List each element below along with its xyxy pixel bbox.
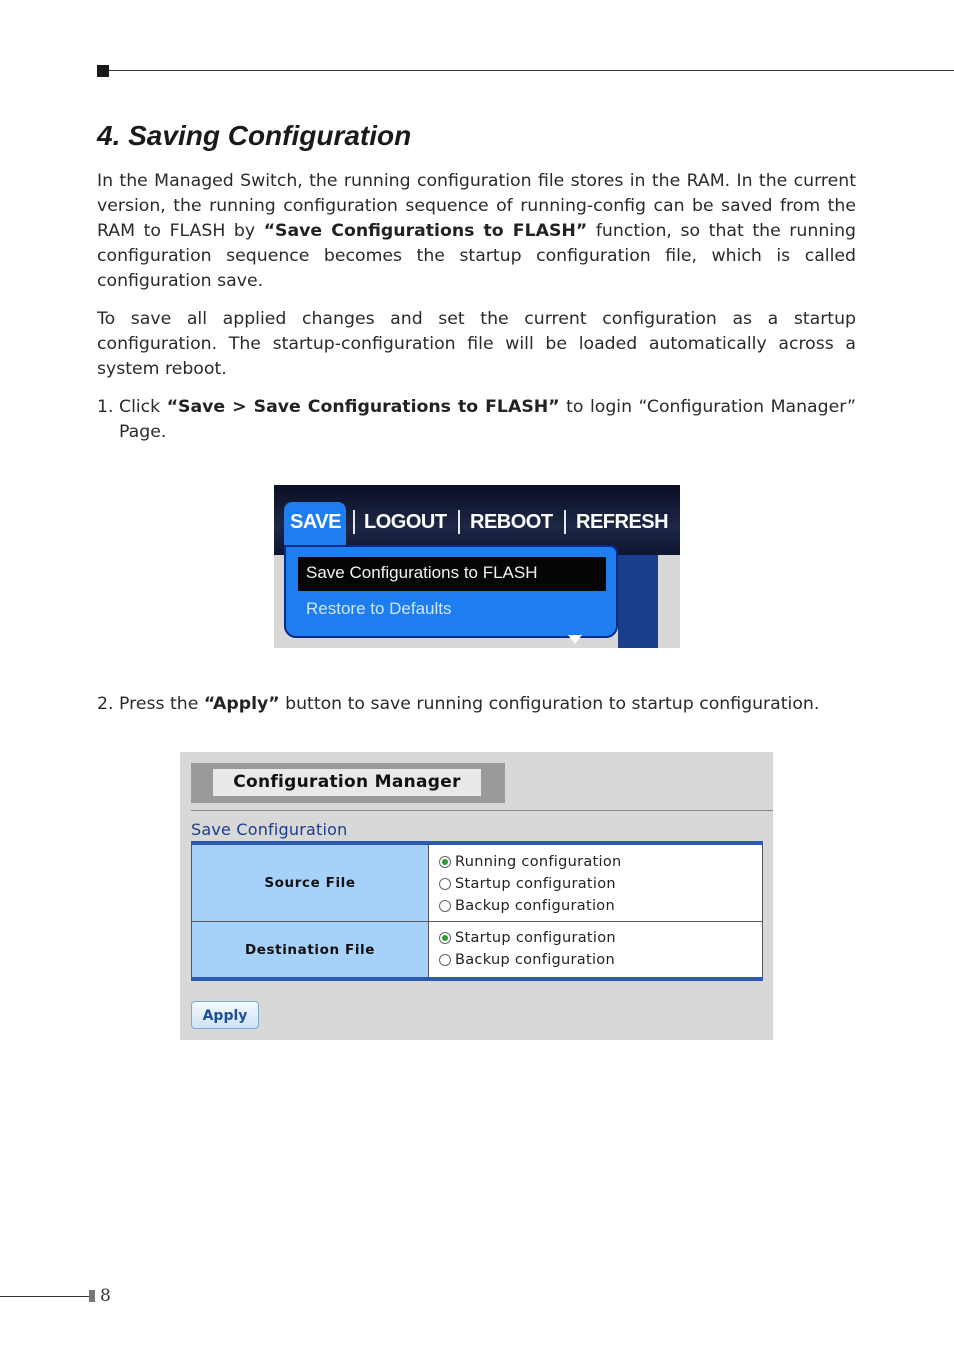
save-menu-screenshot	[274, 485, 680, 648]
header-rule	[109, 70, 954, 71]
step-1-text-a: Click	[119, 397, 167, 417]
menu-tab-save[interactable]: SAVE	[290, 511, 341, 533]
step-1-text	[119, 395, 856, 445]
configuration-manager-screenshot	[180, 752, 773, 1040]
source-file-row	[191, 845, 763, 921]
radio-unselected-icon[interactable]	[439, 954, 451, 966]
menu-item-save-to-flash-label: Save Configurations to FLASH	[306, 563, 538, 582]
step-1	[97, 395, 856, 445]
apply-button[interactable]: Apply	[191, 1001, 259, 1029]
dest-option-backup[interactable]	[439, 949, 762, 971]
radio-selected-icon[interactable]	[439, 856, 451, 868]
menu-tab-refresh[interactable]: REFRESH	[576, 511, 669, 533]
menu-separator	[458, 510, 460, 534]
config-manager-header	[191, 763, 505, 803]
destination-file-label: Destination File	[192, 922, 429, 977]
radio-unselected-icon[interactable]	[439, 900, 451, 912]
destination-file-options	[429, 922, 762, 977]
radio-unselected-icon[interactable]	[439, 878, 451, 890]
source-option-running[interactable]	[439, 851, 762, 873]
source-option-backup[interactable]	[439, 895, 762, 917]
step-1-number: 1.	[97, 397, 114, 417]
source-option-startup[interactable]	[439, 873, 762, 895]
footer-mark	[89, 1290, 95, 1302]
menu-item-restore-defaults[interactable]: Restore to Defaults	[306, 599, 452, 618]
menu-side-panel	[618, 555, 658, 648]
config-manager-title: Configuration Manager	[213, 769, 481, 796]
dest-option-startup-label: Startup configuration	[455, 930, 616, 946]
step-1-bold: “Save > Save Configurations to FLASH”	[166, 397, 560, 417]
step-2-text	[119, 692, 856, 717]
second-paragraph: To save all applied changes and set the current configuration as a startup configuration. The startup-configuration file will be loaded automatically across a system reboot.	[97, 309, 856, 379]
source-file-label: Source File	[192, 845, 429, 921]
step-2-bold: “Apply”	[203, 694, 280, 714]
menu-separator	[353, 510, 355, 534]
page-number: 8	[100, 1286, 111, 1306]
step-1-text-c: to login “Configuration Manager” Page.	[119, 397, 856, 442]
step-2-text-c: button to save running configuration to startup configuration.	[279, 694, 820, 714]
intro-bold-function: “Save Configurations to FLASH”	[263, 221, 588, 241]
menu-tab-reboot[interactable]: REBOOT	[470, 511, 553, 533]
step-2-text-a: Press the	[119, 694, 204, 714]
save-dropdown-menu	[284, 545, 618, 638]
source-option-running-label: Running configuration	[455, 854, 622, 870]
mouse-pointer-icon	[568, 635, 582, 644]
intro-text-2: function, so that the running configuration sequence becomes the startup configuration file, which is called configuration save.	[97, 221, 856, 291]
footer-rule	[0, 1296, 89, 1297]
dest-option-startup[interactable]	[439, 927, 762, 949]
menu-item-save-to-flash[interactable]	[298, 557, 606, 591]
save-configuration-table	[191, 841, 763, 981]
menu-tab-logout[interactable]: LOGOUT	[364, 511, 447, 533]
intro-paragraph	[97, 169, 856, 294]
menu-separator	[564, 510, 566, 534]
save-configuration-section-title: Save Configuration	[191, 820, 348, 839]
header-square-mark	[97, 65, 109, 77]
source-option-backup-label: Backup configuration	[455, 898, 615, 914]
dest-option-backup-label: Backup configuration	[455, 952, 615, 968]
section-heading: 4. Saving Configuration	[97, 120, 412, 151]
step-2	[97, 692, 856, 717]
source-option-startup-label: Startup configuration	[455, 876, 616, 892]
destination-file-row	[191, 921, 763, 977]
intro-text-1: In the Managed Switch, the running configuration file stores in the RAM. In the current version, the running configuration sequence of running-config can be saved from the RAM to FLASH by	[97, 171, 856, 241]
radio-selected-icon[interactable]	[439, 932, 451, 944]
step-2-number: 2.	[97, 694, 114, 714]
source-file-options	[429, 845, 762, 921]
header-divider	[191, 810, 773, 811]
